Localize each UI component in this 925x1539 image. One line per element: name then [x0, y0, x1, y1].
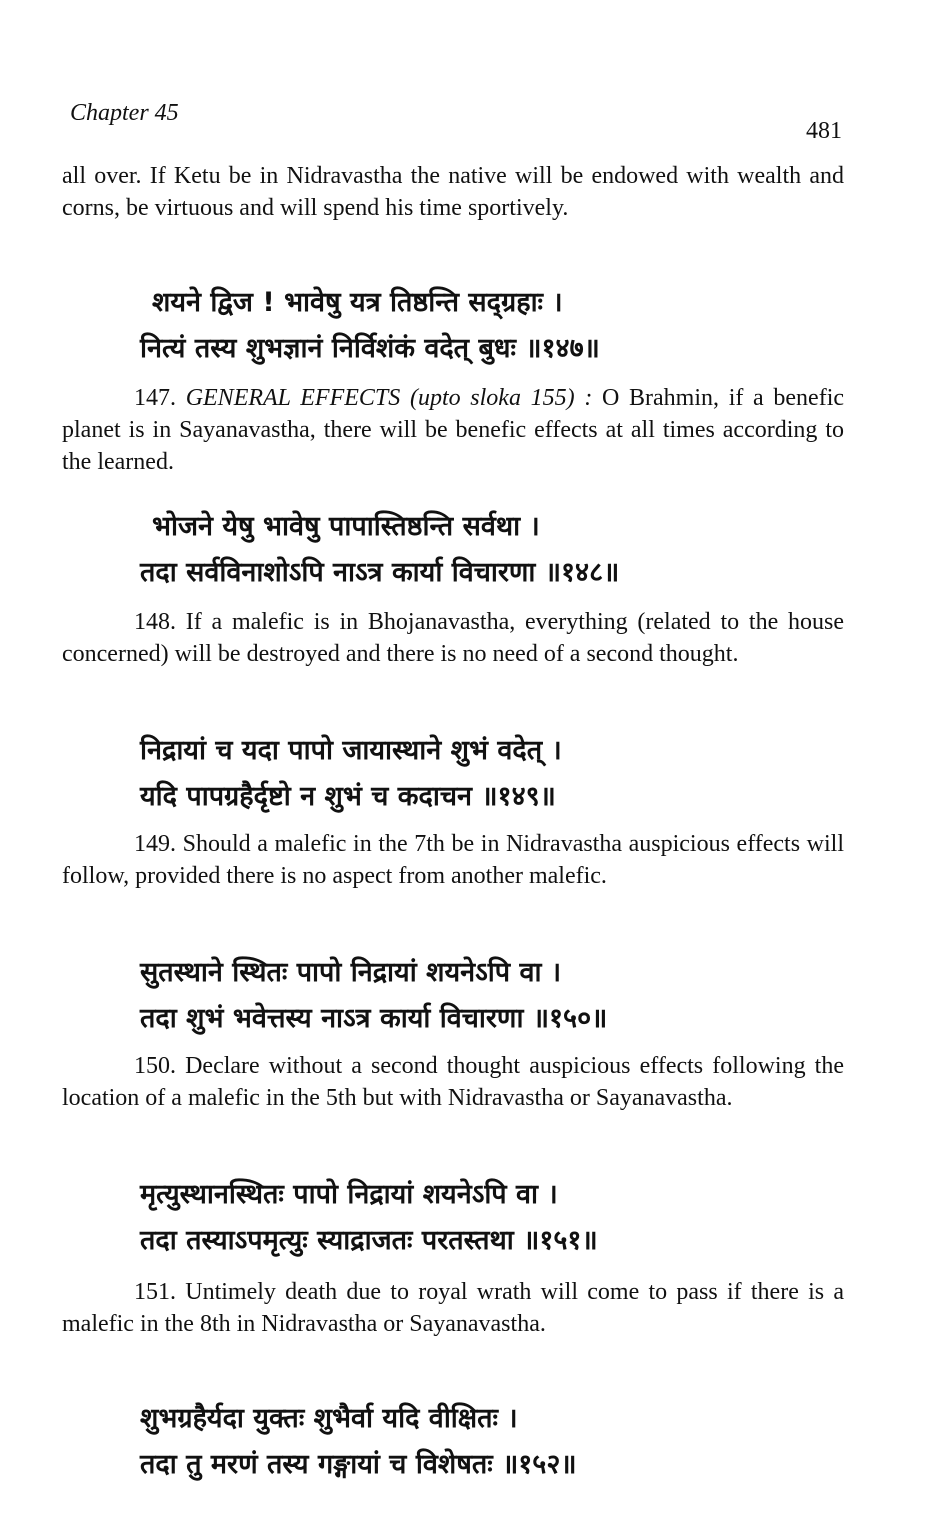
- sloka-line: निद्रायां च यदा पापो जायास्थाने शुभं वदेत् ।: [140, 735, 562, 766]
- verse-number: 151.: [134, 1279, 176, 1305]
- verse-translation: Untimely death due to royal wrath will come to pass if there is a malefic in the 8th in Nidravastha or Sayanavastha.: [62, 1279, 844, 1337]
- sloka-line: नित्यं तस्य शुभज्ञानं निर्विशंकं वदेत् बुधः ॥१४७॥: [140, 333, 600, 364]
- sloka-149: [140, 728, 800, 820]
- sloka-line: मृत्युस्थानस्थितः पापो निद्रायां शयनेऽपि वा ।: [140, 1179, 558, 1210]
- sloka-line: सुतस्थाने स्थितः पापो निद्रायां शयनेऽपि वा ।: [140, 957, 562, 988]
- section-heading: GENERAL EFFECTS (upto sloka 155) :: [185, 385, 593, 411]
- sloka-150: [140, 950, 800, 1042]
- sloka-151: [140, 1172, 800, 1264]
- paragraph-151: [62, 1276, 844, 1340]
- verse-number: 150.: [134, 1053, 176, 1079]
- paragraph-150: [62, 1050, 844, 1114]
- verse-translation: If a malefic is in Bhojanavastha, everything (related to the house concerned) will be destroyed and there is no need of a second thought.: [62, 609, 844, 667]
- sloka-line: यदि पापग्रहैर्दृष्टो न शुभं च कदाचन ॥१४९॥: [140, 781, 556, 812]
- sloka-152: [140, 1396, 800, 1488]
- sloka-line: तदा तस्याऽपमृत्युः स्याद्राजतः परतस्तथा ॥१५१॥: [140, 1225, 598, 1256]
- paragraph-149: [62, 828, 844, 892]
- sloka-148: [140, 504, 800, 596]
- chapter-heading: Chapter 45: [70, 100, 179, 126]
- sloka-147: [140, 280, 800, 372]
- sloka-line: भोजने येषु भावेषु पापास्तिष्ठन्ति सर्वथा ।: [152, 511, 540, 542]
- paragraph-148: [62, 606, 844, 670]
- verse-number: 148.: [134, 609, 176, 635]
- sloka-line: शुभग्रहैर्यदा युक्तः शुभैर्वा यदि वीक्षितः ।: [140, 1403, 518, 1434]
- verse-translation: Should a malefic in the 7th be in Nidravastha auspicious effects will follow, provided there is no aspect from another malefic.: [62, 831, 844, 889]
- page-number: 481: [806, 118, 842, 144]
- paragraph-147: [62, 382, 844, 478]
- verse-translation: O Brahmin, if a benefic planet is in Sayanavastha, there will be benefic effects at all times according to the learned.: [62, 385, 845, 475]
- intro-paragraph: all over. If Ketu be in Nidravastha the native will be endowed with wealth and corns, be virtuous and will spend his time sportively.: [62, 163, 844, 221]
- sloka-line: तदा सर्वविनाशोऽपि नाऽत्र कार्या विचारणा ॥१४८॥: [140, 557, 620, 588]
- verse-number: 149.: [134, 831, 176, 857]
- sloka-line: शयने द्विज ! भावेषु यत्र तिष्ठन्ति सद्ग्रहाः ।: [152, 287, 563, 318]
- verse-translation: Declare without a second thought auspicious effects following the location of a malefic in the 5th but with Nidravastha or Sayanavastha.: [62, 1053, 844, 1111]
- verse-number: 147.: [134, 385, 176, 411]
- sloka-line: तदा शुभं भवेत्तस्य नाऽत्र कार्या विचारणा ॥१५०॥: [140, 1003, 608, 1034]
- sloka-line: तदा तु मरणं तस्य गङ्गायां च विशेषतः ॥१५२॥: [140, 1449, 577, 1480]
